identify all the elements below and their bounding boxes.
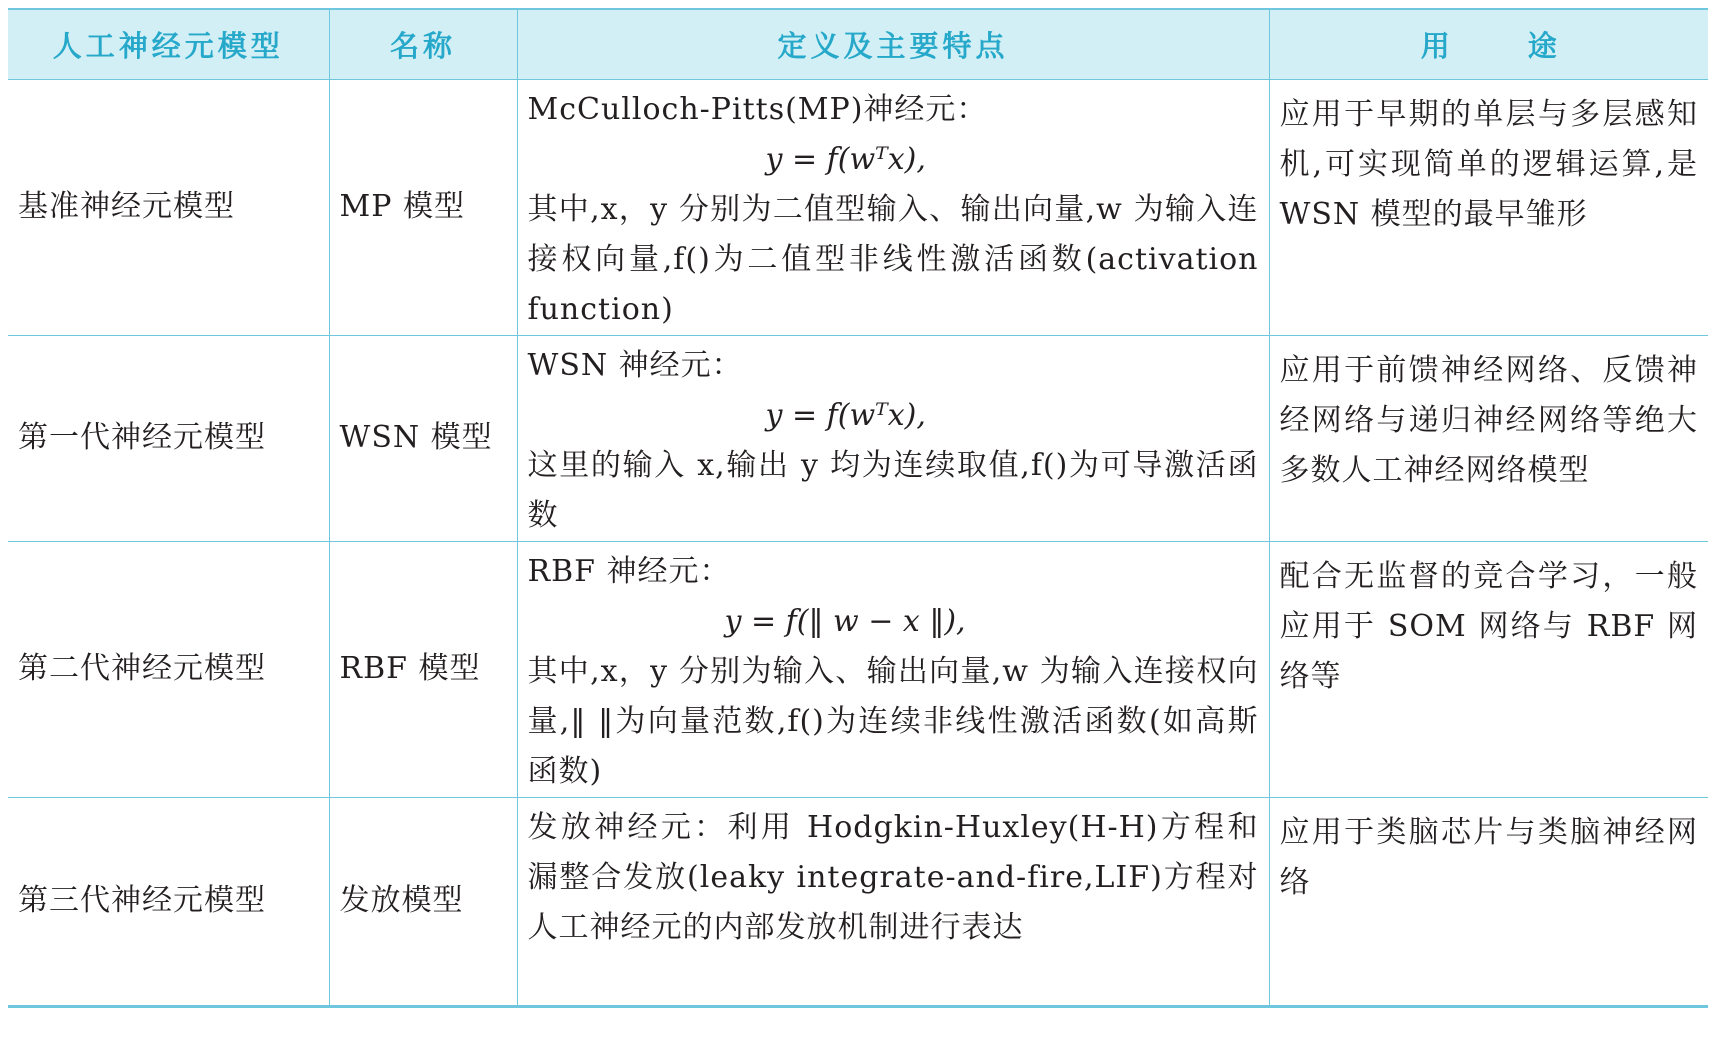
cell-definition: [517, 797, 1269, 1006]
table-row: [8, 79, 1708, 335]
neuron-model-table: [8, 8, 1708, 1008]
definition-body: 这里的输入 x,输出 y 均为连续取值,f()为可导激活函数: [527, 447, 1259, 533]
header-usage: [1269, 9, 1708, 79]
cell-definition: [517, 79, 1269, 335]
definition-body: 其中,x，y 分别为输入、输出向量,w 为输入连接权向量,‖ ‖为向量范数,f()为连续非线性激活函数(如高斯函数): [527, 653, 1259, 789]
definition-intro: WSN 神经元：: [527, 347, 743, 383]
header-definition: 定义及主要特点: [517, 9, 1269, 79]
cell-model: 第三代神经元模型: [18, 883, 266, 918]
definition-intro: RBF 神经元：: [527, 553, 731, 589]
cell-definition: [517, 541, 1269, 797]
header-name: 名称: [329, 9, 517, 79]
cell-usage: 配合无监督的竞合学习，一般应用于 SOM 网络与 RBF 网络等: [1269, 541, 1708, 797]
cell-name: RBF 模型: [329, 541, 517, 797]
definition-body: 发放神经元：利用 Hodgkin-Huxley(H-H)方程和漏整合发放(leaky integrate-and-fire,LIF)方程对人工神经元的内部发放机制进行表达: [527, 809, 1259, 945]
header-usage-char-2: 途: [1527, 28, 1557, 63]
cell-model: 第二代神经元模型: [8, 541, 329, 797]
table-header-row: [8, 9, 1708, 79]
cell-model: 第一代神经元模型: [8, 335, 329, 541]
cell-definition: [517, 335, 1269, 541]
definition-intro: McCulloch-Pitts(MP)神经元：: [527, 91, 988, 127]
cell-name: WSN 模型: [329, 335, 517, 541]
table-row: [8, 797, 1708, 1006]
cell-usage: 应用于前馈神经网络、反馈神经网络与递归神经网络等绝大多数人工神经网络模型: [1269, 335, 1708, 541]
header-model: 人工神经元模型: [8, 9, 329, 79]
cell-name: MP 模型: [329, 79, 517, 335]
definition-equation: y = f(wᵀx),: [765, 141, 926, 177]
definition-body: 其中,x，y 分别为二值型输入、输出向量,w 为输入连接权向量,f()为二值型非线性激活函数(activation function): [527, 191, 1259, 327]
cell-usage: 应用于类脑芯片与类脑神经网络: [1269, 797, 1708, 1006]
definition-equation: y = f(wᵀx),: [765, 397, 926, 433]
cell-usage: 应用于早期的单层与多层感知机,可实现简单的逻辑运算,是 WSN 模型的最早雏形: [1269, 79, 1708, 335]
table-row: [8, 541, 1708, 797]
cell-model: 基准神经元模型: [8, 79, 329, 335]
cell-name: 发放模型: [329, 797, 517, 1006]
definition-equation: y = f(‖ w − x ‖),: [724, 603, 966, 639]
header-usage-char-1: 用: [1420, 28, 1450, 63]
table-row: [8, 335, 1708, 541]
